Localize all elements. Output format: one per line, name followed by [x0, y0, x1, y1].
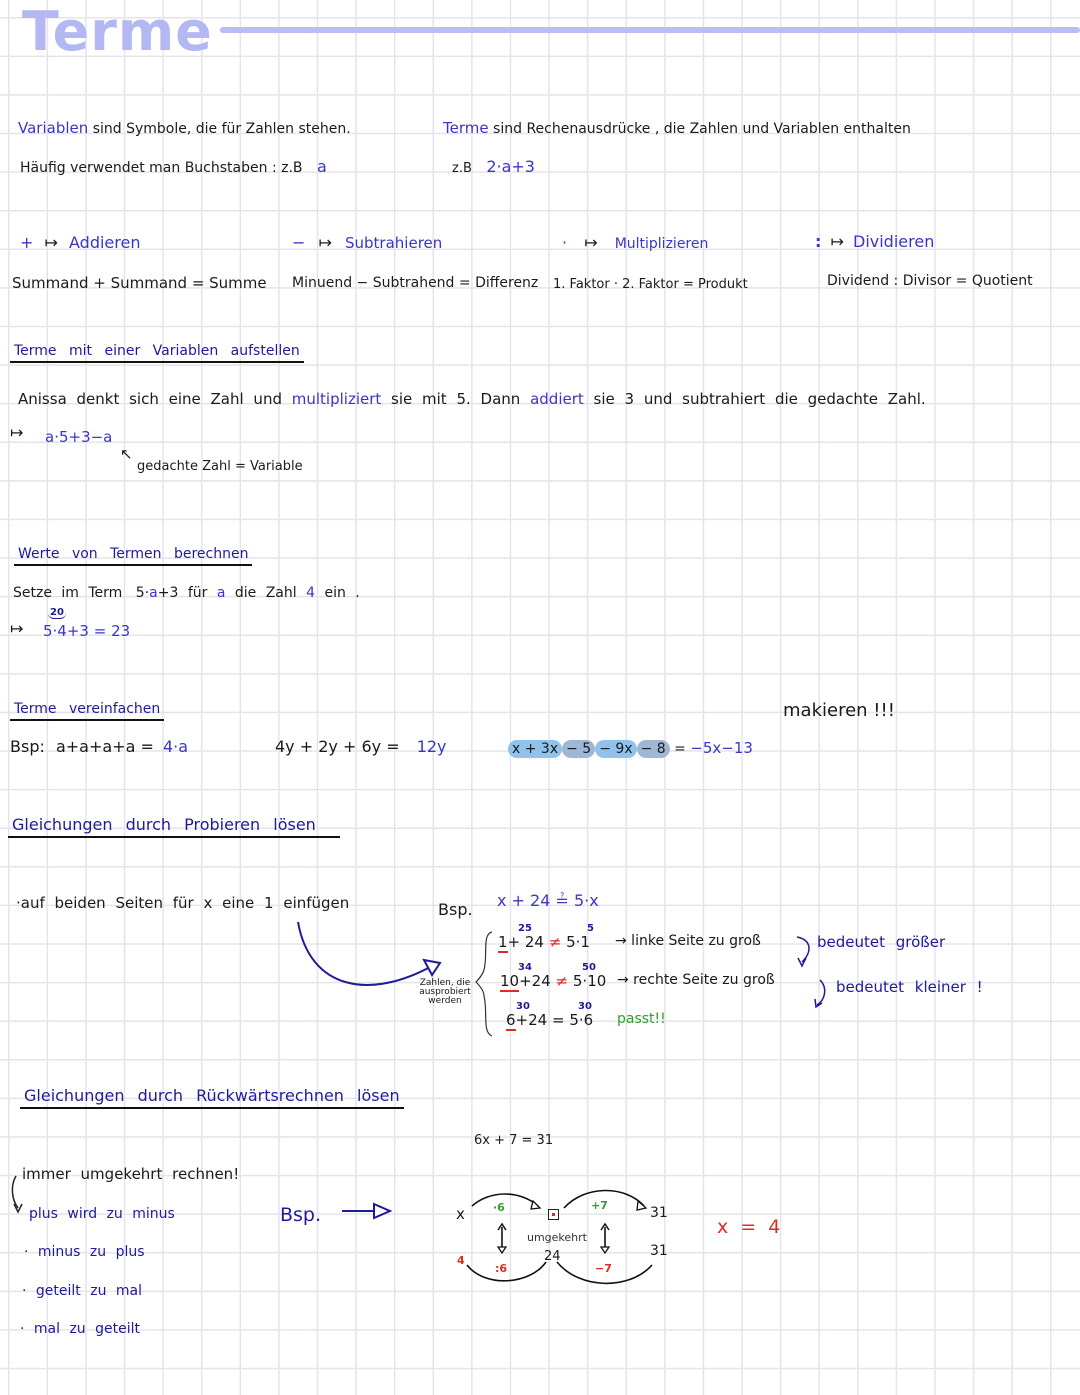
plus-symbol: +	[20, 233, 34, 252]
example-label: Bsp:	[10, 737, 45, 756]
placeholder-box-icon	[548, 1209, 559, 1220]
formula-subtrahieren: Minuend − Subtrahend = Differenz	[292, 275, 539, 291]
diagram-op-subtract: −7	[595, 1262, 612, 1275]
maps-to-arrow-icon: ↦	[10, 423, 24, 442]
lhs: + 24	[507, 933, 544, 951]
hint-groesser: bedeutet größer	[817, 933, 946, 951]
side-note: Zahlen, die ausprobiert werden	[419, 978, 471, 1006]
instruction-text: für	[187, 585, 208, 601]
maps-to-arrow-icon: ↦	[584, 233, 598, 252]
diagram-start-x: x	[456, 1205, 465, 1223]
trial-value: 1	[498, 933, 508, 951]
problem-text: Anissa denkt sich eine Zahl und	[18, 390, 282, 408]
rhs-value: 5	[587, 923, 594, 934]
highlight-x-terms: − 9x	[595, 740, 636, 758]
example-variable: a	[316, 157, 327, 176]
diagram-op-add: +7	[591, 1199, 608, 1212]
keyword-variablen: Variablen	[18, 119, 89, 137]
rhs-value: 30	[578, 1001, 592, 1012]
note-markieren: makieren !!!	[783, 700, 895, 721]
maps-to-arrow-icon: ↦	[10, 619, 24, 638]
result: 12y	[416, 737, 447, 756]
example-text: Häufig verwendet man Buchstaben : z.B	[20, 160, 303, 176]
rule-item: plus wird zu minus	[29, 1206, 175, 1222]
diagram-bottom-start: 31	[650, 1243, 668, 1259]
section-heading-probieren: Gleichungen durch Probieren lösen	[8, 815, 340, 838]
diagram-op-mult: ·6	[493, 1201, 505, 1214]
example-prefix: z.B	[452, 161, 472, 176]
lhs: +24	[519, 972, 551, 990]
section-heading-aufstellen: Terme mit einer Variablen aufstellen	[10, 343, 304, 363]
annotation-text: gedachte Zahl = Variable	[137, 459, 303, 474]
calculation: 5·4+3 = 23	[43, 622, 131, 640]
section-heading-vereinfachen: Terme vereinfachen	[10, 701, 164, 721]
expression: 4y + 2y + 6y =	[275, 737, 400, 756]
maps-to-arrow-icon: ↦	[830, 232, 844, 251]
diagram-solution-value: 4	[457, 1254, 465, 1267]
lhs-value: 34	[518, 962, 532, 973]
annotation-arrow-icon: ↖	[120, 445, 133, 463]
rhs: 5·10	[572, 972, 607, 990]
operation-name: Multiplizieren	[614, 236, 709, 252]
relation: ≠	[548, 933, 562, 951]
term-part: 5·	[135, 585, 150, 601]
rule-item: · mal zu geteilt	[20, 1321, 140, 1337]
intermediate-result: 20	[50, 607, 64, 618]
section-heading-rueckwaerts: Gleichungen durch Rückwärtsrechnen lösen	[20, 1086, 404, 1109]
formula-dividieren: Dividend : Divisor = Quotient	[827, 273, 1033, 289]
diagram-top-result: 31	[650, 1205, 668, 1221]
section-heading-berechnen: Werte von Termen berechnen	[14, 546, 252, 566]
highlight-constant: − 5	[562, 740, 595, 758]
lhs: +24	[515, 1011, 548, 1029]
rhs: 5·1	[566, 933, 590, 951]
operation-name: Addieren	[69, 233, 141, 252]
result: −5x−13	[690, 739, 753, 757]
expression: a+a+a+a =	[55, 737, 154, 756]
trial-comment: → rechte Seite zu groß	[617, 972, 775, 988]
keyword-multipliziert: multipliziert	[291, 390, 382, 408]
maps-to-arrow-icon: ↦	[44, 233, 58, 252]
operation-name: Dividieren	[853, 232, 935, 251]
probieren-instruction: ·auf beiden Seiten für x eine 1 einfügen	[16, 894, 350, 912]
instruction-text: die Zahl	[234, 585, 297, 601]
highlight-x-terms: x + 3x	[508, 740, 562, 758]
bsp-label: Bsp.	[280, 1204, 322, 1226]
instruction-text: Setze im Term	[13, 585, 123, 601]
lhs-value: 30	[516, 1001, 530, 1012]
rule-item: · geteilt zu mal	[22, 1283, 142, 1299]
trial-success: passt!!	[617, 1011, 666, 1027]
formula-addieren: Summand + Summand = Summe	[12, 274, 267, 292]
lhs-value: 25	[518, 923, 532, 934]
page-title: Terme	[22, 0, 213, 63]
term-part: +3	[157, 585, 179, 601]
relation: ≠	[555, 972, 569, 990]
operation-name: Subtrahieren	[345, 234, 443, 252]
problem-text: sie 3 und subtrahiert die gedachte Zahl.	[593, 390, 926, 408]
minus-symbol: −	[292, 233, 306, 252]
trial-value: 10	[500, 972, 520, 990]
dot-symbol: ·	[562, 233, 568, 252]
diagram-umgekehrt-label: umgekehrt	[527, 1231, 587, 1244]
definition-text: sind Symbole, die für Zahlen stehen.	[92, 121, 351, 137]
keyword-addiert: addiert	[530, 390, 584, 408]
backward-equation: 6x + 7 = 31	[474, 1133, 554, 1148]
keyword-terme: Terme	[443, 119, 489, 137]
bsp-label: Bsp.	[438, 900, 473, 919]
solution: x = 4	[717, 1216, 781, 1238]
colon-symbol: :	[815, 232, 822, 251]
highlight-constant: − 8	[637, 740, 670, 758]
problem-text: sie mit 5. Dann	[391, 390, 521, 408]
relation: =	[551, 1011, 565, 1029]
result: 4·a	[162, 737, 189, 756]
instruction-text: ein .	[324, 585, 360, 601]
formula-multiplizieren: 1. Faktor · 2. Faktor = Produkt	[553, 277, 748, 292]
probe-equation: x + 24 ≟ 5·x	[497, 891, 599, 910]
rule-text: immer umgekehrt rechnen!	[22, 1165, 240, 1183]
diagram-intermediate: 24	[544, 1249, 561, 1264]
variable: a	[216, 585, 226, 601]
definition-text: sind Rechenausdrücke , die Zahlen und Variablen enthalten	[493, 121, 911, 137]
example-term: 2·a+3	[486, 157, 535, 176]
hint-kleiner: bedeutet kleiner !	[836, 978, 983, 996]
rhs: 5·6	[569, 1011, 594, 1029]
diagram-op-divide: :6	[495, 1262, 508, 1275]
equals: =	[674, 741, 686, 757]
trial-comment: → linke Seite zu groß	[615, 933, 761, 949]
rhs-value: 50	[582, 962, 596, 973]
value: 4	[306, 585, 316, 601]
term-result: a·5+3−a	[45, 428, 113, 446]
term-variable: a	[149, 585, 158, 601]
maps-to-arrow-icon: ↦	[318, 233, 332, 252]
rule-item: · minus zu plus	[24, 1244, 145, 1260]
trial-value: 6	[506, 1011, 516, 1029]
